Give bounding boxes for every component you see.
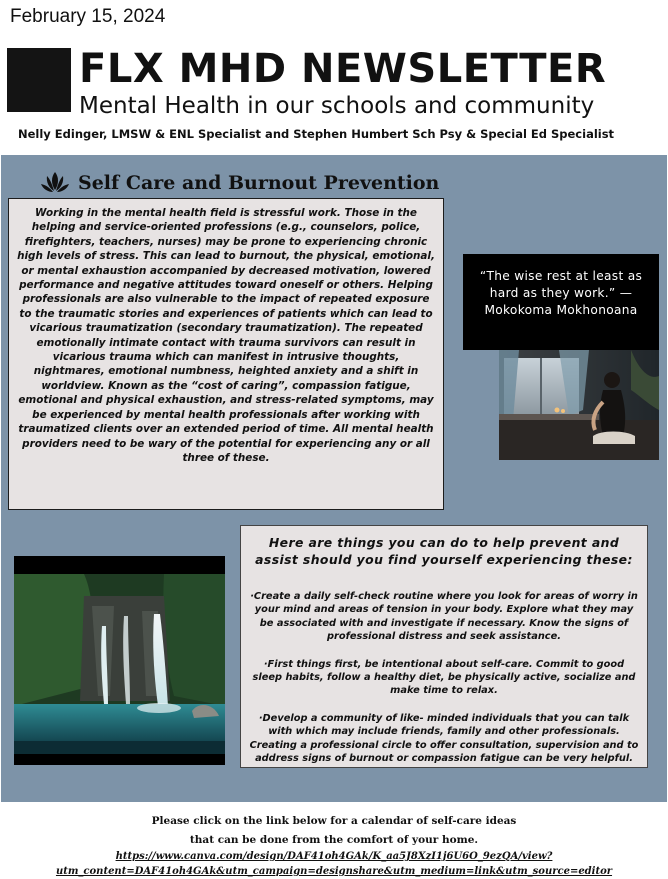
calendar-intro-line: that can be done from the comfort of your home. [189,834,479,846]
tips-box [240,525,648,768]
newsletter-subtitle: Mental Health in our schools and community [79,93,595,119]
tip-item: ·Create a daily self-check routine where you look for areas of worry in your mind and areas of tension in your body. Explore what they may be associated with and investigate if necessary. Know the signs of professional distress and seek assistance. [250,591,638,643]
calendar-link-line[interactable]: https://www.canva.com/design/DAF41oh4GAk/K_aa5J8XzI1j6U6O_9ezQA/view? [115,851,553,862]
tips-heading: Here are things you can do to help prevent and assist should you find yourself experiencing these: [255,535,633,567]
tip-item: ·First things first, be intentional about self-care. Commit to good sleep habits, follow a healthy diet, be physically active, socialize and make time to relax. [252,658,636,697]
burnout-text-box: Working in the mental health field is stressful work. Those in the helping and service-oriented professions (e.g., counselors, police, firefighters, teachers, nurses) may be prone to experiencing chronic high levels of stress. This can lead to burnout, the physical, emotional, or mental exhaustion accompanied by decreased motivation, lowered performance and negative attitudes toward oneself or others. Helping professionals are also vulnerable to the impact of repeated exposure to the traumatic stories and experiences of patients which can lead to vicarious traumatization (secondary traumatization). The repeated emotionally intimate contact with trauma survivors can result in vicarious trauma which can manifest in intrusive thoughts, nightmares, emotional numbness, heighted anxiety and a shift in worldview. Known as the “cost of caring”, compassion fatigue, emotional and physical exhaustion, and stress-related symptoms, may be experienced by mental health professionals after working with traumatized clients over an extended period of time. All mental health providers need to be wary of the potential for experiencing any or all three of these. [8,198,444,510]
newsletter-date: February 15, 2024 [10,6,166,27]
newsletter-title: FLX MHD NEWSLETTER [79,46,607,92]
header-logo-block [7,48,71,112]
calendar-intro-line: Please click on the link below for a calendar of self-care ideas [151,815,517,827]
calendar-intro [0,812,668,850]
quote-box: “The wise rest at least as hard as they work.” — Mokokoma Mokhonoana [463,254,659,350]
meditating-woman-image [499,350,659,460]
waterfall-image [14,556,225,765]
section-title: Self Care and Burnout Prevention [78,172,440,194]
calendar-link[interactable] [0,849,668,879]
calendar-link-line[interactable]: utm_content=DAF41oh4GAk&utm_campaign=designshare&utm_medium=link&utm_source=editor [55,866,613,877]
section-header [40,170,439,196]
authors-line: Nelly Edinger, LMSW & ENL Specialist and Stephen Humbert Sch Psy & Special Ed Specialist [18,127,615,141]
lotus-icon [40,170,70,196]
tip-item: ·Develop a community of like- minded individuals that you can talk with which may include friends, family and other professionals. Creating a professional circle to offer consultation, supervision and to address signs of burnout or compassion fatigue can be very helpful. [249,712,639,765]
